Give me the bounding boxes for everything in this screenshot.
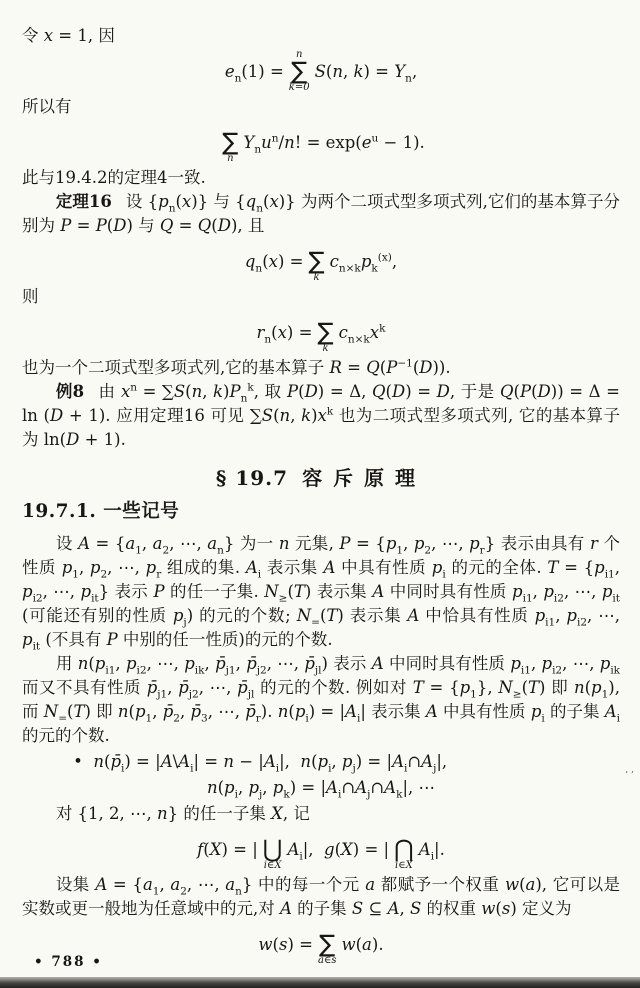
section-heading — [22, 466, 620, 490]
paragraph-subset-x: 对 {1, 2, ⋯, n} 的任一子集 X, 记 — [55, 804, 310, 823]
formula-rhs: w(a). — [341, 934, 384, 954]
union-operator — [263, 828, 283, 871]
sigma-symbol: ∑ — [308, 247, 325, 275]
sigma-symbol: ∑ — [319, 930, 336, 958]
sigma-symbol: ∑ — [291, 57, 308, 85]
formula-rhs: $Y_nu^n/n$! = $\exp(e^u - 1)$. — [243, 132, 425, 155]
paragraph-example-8 — [22, 380, 620, 452]
display-formula-complement-identities: • $n(p̄_i)$ = $|A\backslash A_i| = n - |A_i|$, $n(p_i$, $p_j$) = $|A_i\cap A_j|$, — [73, 752, 448, 775]
formula-rhs: S(n, $k) = Y_n$, — [314, 61, 418, 84]
formula-lhs: $q_n(x)$ = — [244, 251, 304, 274]
sigma-operator — [318, 923, 337, 966]
union-lower-limit: i∈X — [263, 860, 282, 871]
theorem-body: 设 $\{p_n(x)\}$ 与 $\{q_n(x)\}$ 为两个二项式型多项式列,它们的基本算子分别为 P = P(D) 与 Q = Q(D), 且 — [22, 192, 620, 235]
sum-lower-limit: k=0 — [288, 82, 310, 93]
formula-rhs: $c_{n\times k}p_k^{(x)}$, — [329, 251, 398, 274]
sum-lower-limit: k — [322, 343, 329, 354]
formula-lhs: $r_n(x)$ = — [256, 322, 313, 345]
sigma-symbol: ∑ — [222, 128, 239, 156]
paragraph-also-binomial: 也为一个二项式型多项式列,它的基本算子 $R = Q(P^{-1}(D))$. — [22, 357, 451, 377]
display-formula-f-g — [22, 828, 620, 871]
display-formula-triple-intersection: $n(p_i$, $p_j$, $p_k$) = $|A_i\cap A_j\cap A_k|$, ⋯ — [206, 778, 436, 801]
paragraph-notation-2: 用 $n(p_{i1}$, $p_{i2}$, ⋯, $p_{ik}$, $p̄_{j1}$, $p̄_{j2}$, ⋯, $p̄_{jl}$) 表示 A 中同时具有性质 $p_{i1}$, $p_{i2}$, ⋯, $p_{ik}$ 而又不具有性质 $p̄_{j1}$, $p̄_{j2}$, ⋯, $p̄_{jl}$ 的元的个数. 例如对 $T = \{p_1\}$, $N_\ge(T)$ 即 $n(p_1)$, 而 $N_=(T)$ 即 $n(p_1$, $p̄_2$, $p̄_3$, ⋯, $p̄_r$). $n(p_i) = |A_i|$ 表示集 A 中具有性质 $p_i$ 的子集 $A_i$ 的元的个数. — [22, 654, 621, 745]
sigma-operator — [222, 121, 238, 164]
page-number: • 788 • — [34, 954, 103, 970]
subsection-heading: 19.7.1. 一些记号 — [22, 501, 180, 522]
sigma-operator — [308, 240, 324, 283]
display-formula-bell-egf — [22, 121, 620, 164]
example-label: 例8 — [55, 382, 85, 401]
sum-lower-limit: n — [227, 153, 234, 164]
sigma-operator — [317, 311, 333, 354]
display-formula-stirling-bell — [22, 50, 620, 93]
union-symbol: ⋃ — [262, 835, 283, 863]
formula-mid: $A_i|$, g(X) = | — [287, 839, 390, 862]
paragraph-matches-theorem: 此与19.4.2的定理4一致. — [22, 168, 206, 187]
section-number: § 19.7 — [215, 466, 289, 490]
paragraph-lead-in: 令 x = 1, 因 — [22, 26, 115, 45]
sigma-operator — [289, 50, 310, 93]
formula-lhs: f(X) = | — [197, 839, 258, 859]
sum-upper-limit: n — [295, 49, 303, 60]
sum-lower-limit: a∈s — [317, 955, 337, 966]
intersection-lower-limit: i∈X — [395, 860, 413, 871]
paragraph-therefore: 所以有 — [22, 97, 72, 116]
display-formula-weight-sum — [22, 923, 620, 966]
paragraph-weights: 设集 $A = \{a_1$, $a_2$, ⋯, $a_n$} 中的每一个元 a 都赋予一个权重 w(a), 它可以是实数或更一般地为任意域中的元,对 A 的子集 S ⊆ A, S 的权重 w(s) 定义为 — [22, 875, 620, 918]
formula-lhs: w(s) = — [258, 934, 313, 954]
display-formula-rn — [22, 311, 620, 354]
formula-lhs: $e_n(1)$ = — [224, 61, 284, 84]
intersection-symbol: ⋂ — [394, 835, 414, 863]
display-formula-qn — [22, 240, 620, 283]
paragraph-notation-1: 设 $A = \{a_1$, $a_2$, ⋯, $a_n$} 为一 n 元集, $P = \{p_1$, $p_2$, ⋯, $p_r$} 表示由具有 r 个性质 $p_1$, $p_2$, ⋯, $p_r$ 组成的集. $A_i$ 表示集 A 中具有性质 $p_i$ 的元的全体. $T = \{p_{i1}$, $p_{i2}$, ⋯, $p_{it}$} 表示 P 的任一子集. $N_\ge(T)$ 表示集 A 中同时具有性质 $p_{i1}$, $p_{i2}$, ⋯, $p_{it}$ (可能还有别的性质 $p_j$) 的元的个数; $N_=(T)$ 表示集 A 中恰具有性质 $p_{i1}$, $p_{i2}$, ⋯, $p_{it}$ (不具有 P 中别的任一性质)的元的个数. — [22, 534, 620, 653]
paragraph-then: 则 — [22, 287, 39, 306]
section-title: 容斥原理 — [302, 466, 427, 490]
intersection-operator — [394, 828, 414, 871]
formula-rhs: $c_{n\times k}x^k$ — [338, 322, 386, 345]
theorem-label: 定理16 — [55, 192, 112, 211]
example-body: 由 $x^n = \sum S(n$, $k)P_n^k$, 取 P(D) = Δ, Q(D) = D, 于是 Q(P(D)) = Δ = ln (D + 1). 应用定理16 可见 ∑S(n, $k)x^k$ 也为二项式型多项式列, 它的基本算子为 ln(D + 1). — [22, 381, 620, 449]
sum-lower-limit: k — [313, 272, 320, 283]
scan-edge-artifact — [0, 977, 640, 988]
sigma-symbol: ∑ — [317, 318, 334, 346]
paragraph-theorem-16 — [22, 190, 620, 238]
formula-rhs: $A_i|$. — [418, 839, 445, 862]
scan-speck-artifact: , , — [625, 765, 634, 775]
